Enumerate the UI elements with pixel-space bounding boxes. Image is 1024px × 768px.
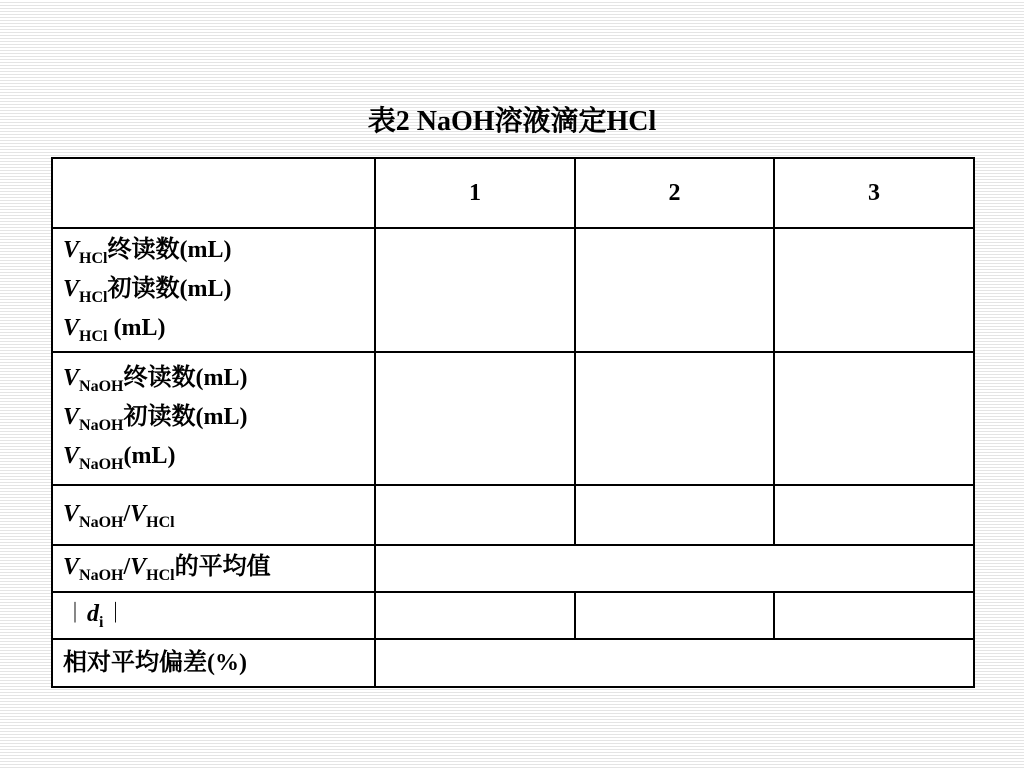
hcl-initial-reading-label: $V_{HCl}$初读数(mL) xyxy=(63,275,232,306)
header-trial-2: 2 xyxy=(575,158,774,228)
ratio-average-row xyxy=(52,545,974,592)
header-trial-1: 1 xyxy=(375,158,575,228)
deviation-trial-1-cell[interactable] xyxy=(375,592,575,639)
ratio-average-label-cell: $V_{NaOH}/V_{HCl}$的平均值 xyxy=(52,545,375,592)
ratio-trial-3-cell[interactable] xyxy=(774,485,974,545)
hcl-trial-2-cell[interactable] xyxy=(575,228,774,352)
hcl-readings-label-cell xyxy=(52,228,375,352)
naoh-trial-1-cell[interactable] xyxy=(375,352,575,485)
header-trial-3: 3 xyxy=(774,158,974,228)
hcl-volume-label: $V_{HCl}$ (mL) xyxy=(63,314,166,345)
hcl-trial-3-cell[interactable] xyxy=(774,228,974,352)
header-corner-cell xyxy=(52,158,375,228)
ratio-trial-1-cell[interactable] xyxy=(375,485,575,545)
naoh-readings-label-cell xyxy=(52,352,375,485)
data-table xyxy=(51,157,975,688)
naoh-readings-row xyxy=(52,352,974,485)
relative-average-deviation-row xyxy=(52,639,974,687)
hcl-trial-1-cell[interactable] xyxy=(375,228,575,352)
ratio-row xyxy=(52,485,974,545)
hcl-final-reading-label: $V_{HCl}$终读数(mL) xyxy=(63,236,232,267)
naoh-initial-reading-label: $V_{NaOH}$初读数(mL) xyxy=(63,404,248,434)
table-title: 表2 NaOH溶液滴定HCl xyxy=(367,106,657,137)
relative-average-deviation-label-cell: 相对平均偏差(%) xyxy=(52,639,375,687)
deviation-trial-2-cell[interactable] xyxy=(575,592,774,639)
naoh-final-reading-label: $V_{NaOH}$终读数(mL) xyxy=(63,365,248,395)
ratio-trial-2-cell[interactable] xyxy=(575,485,774,545)
deviation-trial-3-cell[interactable] xyxy=(774,592,974,639)
ratio-average-value-cell[interactable] xyxy=(375,545,974,592)
naoh-trial-2-cell[interactable] xyxy=(575,352,774,485)
header-row xyxy=(52,158,974,228)
hcl-readings-row xyxy=(52,228,974,352)
absolute-deviation-label-cell: $︱d_i︱$ xyxy=(52,592,375,639)
naoh-trial-3-cell[interactable] xyxy=(774,352,974,485)
naoh-volume-label: $V_{NaOH}(mL)$ xyxy=(63,443,176,473)
relative-average-deviation-value-cell[interactable] xyxy=(375,639,974,687)
absolute-deviation-row xyxy=(52,592,974,639)
ratio-label-cell: $V_{NaOH}/V_{HCl}$ xyxy=(52,485,375,545)
